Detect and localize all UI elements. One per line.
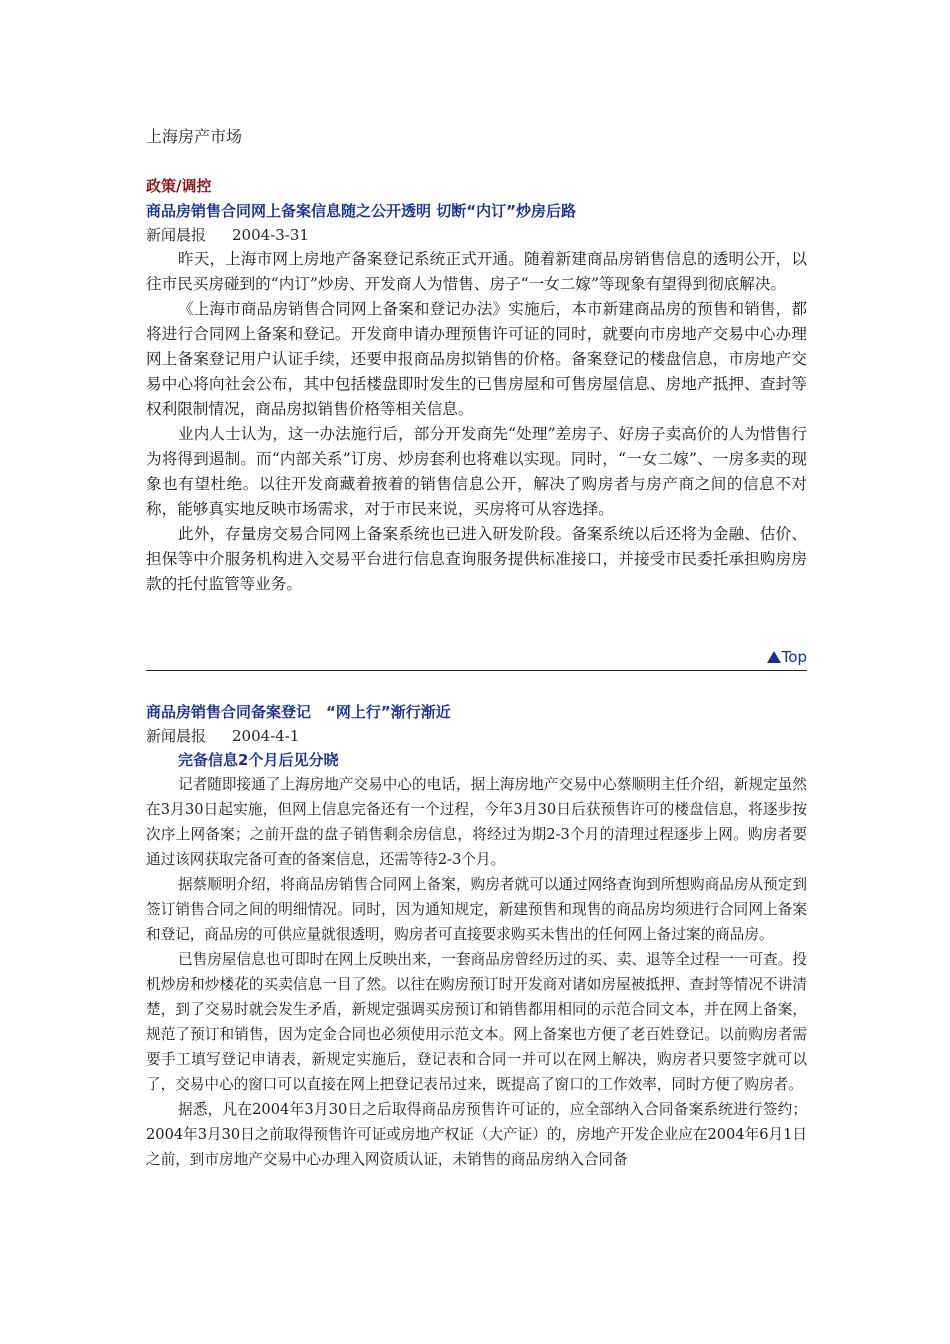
article-1-paragraph-4: 此外，存量房交易合同网上备案系统也已进入研发阶段。备案系统以后还将为金融、估价、担保等中介服务机构进入交易平台进行信息查询服务提供标准接口，并接受市民委托承担购房房款的托付监管等业务。 — [146, 525, 807, 593]
section-label: 政策/调控 — [146, 177, 212, 195]
article-2-paragraph-4: 据悉，凡在2004年3月30日之后取得商品房预售许可证的，应全部纳入合同备案系统进行签约；2004年3月30日之前取得预售许可证或房地产权证（大产证）的，房地产开发企业应在2004年6月1日之前，到市房地产交易中心办理入网资质认证，未销售的商品房纳入合同备 — [146, 1101, 807, 1168]
article-1-paragraph-3: 业内人士认为，这一办法施行后，部分开发商先“处理”差房子、好房子卖高价的人为惜售行为将得到遏制。而“内部关系”订房、炒房套利也将难以实现。同时，“一女二嫁”、一房多卖的现象也有望杜绝。以往开发商藏着掖着的销售信息公开，解决了购房者与房产商之间的信息不对称，能够真实地反映市场需求，对于市民来说，买房将可从容选择。 — [146, 425, 807, 518]
back-to-top-label: Top — [781, 648, 807, 666]
article-1-headline: 商品房销售合同网上备案信息随之公开透明 切断“内订”炒房后路 — [146, 202, 576, 220]
article-2-date: 2004-4-1 — [232, 727, 300, 745]
up-triangle-icon — [767, 651, 781, 663]
article-1-date: 2004-3-31 — [232, 226, 309, 244]
article-2-source: 新闻晨报 — [146, 727, 207, 745]
article-1-paragraph-2: 《上海市商品房销售合同网上备案和登记办法》实施后，本市新建商品房的预售和销售，都将进行合同网上备案和登记。开发商申请办理预售许可证的同时，就要向市房地产交易中心办理网上备案登记用户认证手续，还要申报商品房拟销售的价格。备案登记的楼盘信息，市房地产交易中心将向社会公布，其中包括楼盘即时发生的已售房屋和可售房屋信息、房地产抵押、查封等权利限制情况，商品房拟销售价格等相关信息。 — [146, 300, 807, 418]
article-1 — [146, 199, 807, 597]
article-1-source: 新闻晨报 — [146, 226, 207, 244]
section-divider — [146, 670, 807, 671]
article-2 — [146, 700, 807, 1172]
back-to-top-link[interactable] — [767, 646, 807, 668]
article-2-paragraph-3: 已售房屋信息也可即时在网上反映出来，一套商品房曾经历过的买、卖、退等全过程一一可查。投机炒房和炒楼花的买卖信息一目了然。以往在购房预订时开发商对诸如房屋被抵押、查封等情况不讲清楚，到了交易时就会发生矛盾，新规定强调买房预订和销售都用相同的示范合同文本，并在网上备案，规范了预订和销售，因为定金合同也必须使用示范文本。网上备案也方便了老百姓登记。以前购房者需要手工填写登记申请表，新规定实施后，登记表和合同一并可以在网上解决，购房者只要签字就可以了，交易中心的窗口可以直接在网上把登记表吊过来，既提高了窗口的工作效率，同时方便了购房者。 — [146, 951, 807, 1093]
article-1-paragraph-1: 昨天，上海市网上房地产备案登记系统正式开通。随着新建商品房销售信息的透明公开，以往市民买房碰到的“内订”炒房、开发商人为惜售、房子“一女二嫁”等现象有望得到彻底解决。 — [146, 250, 807, 293]
article-2-headline: 商品房销售合同备案登记 “网上行”渐行渐近 — [146, 703, 451, 721]
article-2-paragraph-1: 记者随即接通了上海房地产交易中心的电话，据上海房地产交易中心蔡顺明主任介绍，新规定虽然在3月30日起实施，但网上信息完备还有一个过程，今年3月30日后获预售许可的楼盘信息，将逐步按次序上网备案；之前开盘的盘子销售剩余房信息，将经过为期2-3个月的清理过程逐步上网。购房者要通过该网获取完备可查的备案信息，还需等待2-3个月。 — [146, 776, 807, 868]
page-heading: 上海房产市场 — [146, 127, 243, 146]
article-2-paragraph-2: 据蔡顺明介绍，将商品房销售合同网上备案，购房者就可以通过网络查询到所想购商品房从预定到签订销售合同之间的明细情况。同时，因为通知规定，新建预售和现售的商品房均须进行合同网上备案和登记，商品房的可供应量就很透明，购房者可直接要求购买未售出的任何网上备过案的商品房。 — [146, 876, 807, 943]
article-2-subhead: 完备信息2个月后见分晓 — [178, 751, 339, 769]
article-1-byline — [146, 223, 807, 247]
article-2-byline — [146, 724, 807, 748]
